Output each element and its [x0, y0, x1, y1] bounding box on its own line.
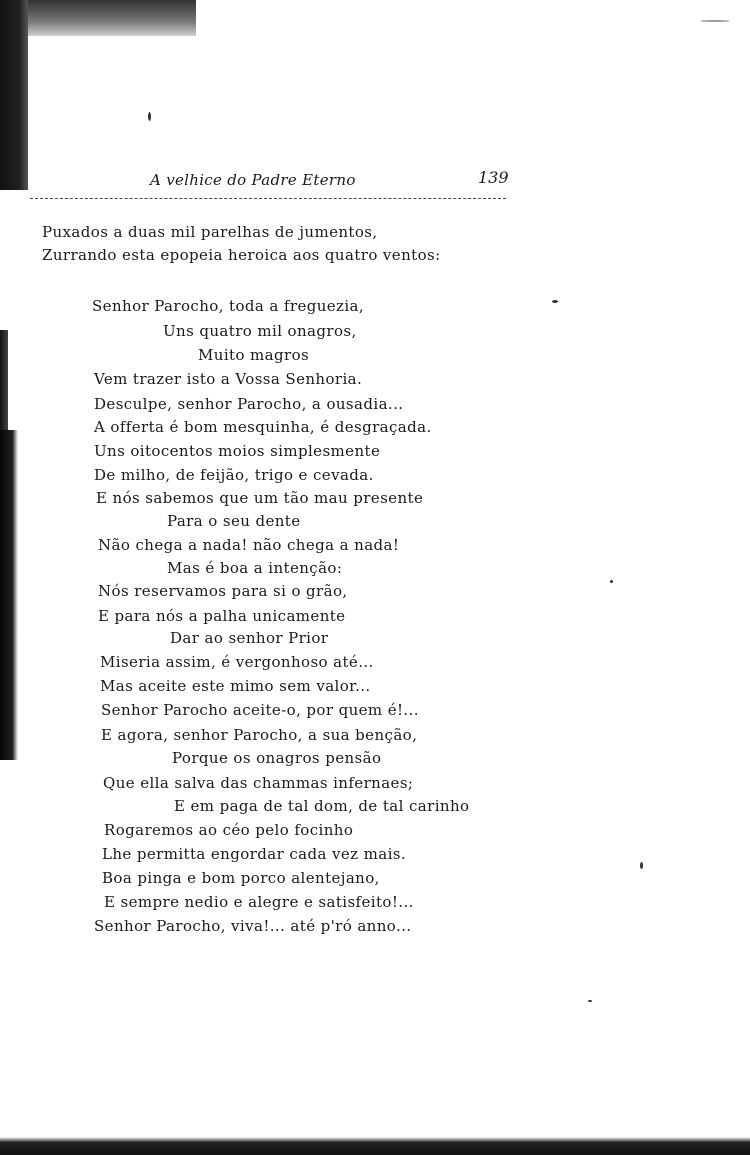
- intro-line: Zurrando esta epopeia heroica aos quatro ventos:: [42, 246, 441, 264]
- scan-edge-left-lower: [0, 430, 18, 760]
- page-number: 139: [478, 168, 509, 187]
- poem-line: Senhor Parocho, viva!... até p'ró anno...: [94, 917, 412, 935]
- poem-line: E para nós a palha unicamente: [98, 607, 346, 625]
- poem-line: Que ella salva das chammas infernaes;: [103, 774, 414, 792]
- scan-edge-top: [0, 0, 196, 36]
- poem-line: Uns quatro mil onagros,: [163, 322, 357, 340]
- poem-line: Vem trazer isto a Vossa Senhoria.: [94, 370, 363, 388]
- poem-line: Para o seu dente: [167, 512, 301, 530]
- poem-line: Senhor Parocho, toda a freguezia,: [92, 297, 365, 315]
- poem-line: E nós sabemos que um tão mau presente: [96, 489, 424, 507]
- poem-line: Rogaremos ao céo pelo focinho: [104, 821, 354, 839]
- poem-line: A offerta é bom mesquinha, é desgraçada.: [94, 418, 432, 436]
- intro-line: Puxados a duas mil parelhas de jumentos,: [42, 223, 378, 241]
- poem-line: Dar ao senhor Prior: [170, 629, 329, 647]
- poem-line: Miseria assim, é vergonhoso até...: [100, 653, 374, 671]
- poem-line: Uns oitocentos moios simplesmente: [94, 442, 381, 460]
- poem-line: E em paga de tal dom, de tal carinho: [174, 797, 470, 815]
- poem-line: Desculpe, senhor Parocho, a ousadia...: [94, 395, 404, 413]
- poem-line: Porque os onagros pensão: [172, 749, 382, 767]
- poem-line: Não chega a nada! não chega a nada!: [98, 536, 400, 554]
- poem-line: Mas é boa a intenção:: [167, 559, 343, 577]
- running-header-title: A velhice do Padre Eterno: [150, 171, 356, 189]
- poem-line: Mas aceite este mimo sem valor...: [100, 677, 371, 695]
- poem-line: E agora, senhor Parocho, a sua benção,: [101, 726, 418, 744]
- poem-line: Boa pinga e bom porco alentejano,: [102, 869, 380, 887]
- poem-line: Lhe permitta engordar cada vez mais.: [102, 845, 407, 863]
- header-rule: [30, 198, 506, 199]
- scan-edge-bottom: [0, 1137, 750, 1155]
- poem-line: Senhor Parocho aceite-o, por quem é!...: [101, 701, 419, 719]
- scan-edge-left-top: [0, 0, 28, 190]
- poem-line: De milho, de feijão, trigo e cevada.: [94, 466, 374, 484]
- poem-line: E sempre nedio e alegre e satisfeito!...: [104, 893, 414, 911]
- poem-line: Muito magros: [198, 346, 310, 364]
- poem-line: Nós reservamos para si o grão,: [98, 582, 348, 600]
